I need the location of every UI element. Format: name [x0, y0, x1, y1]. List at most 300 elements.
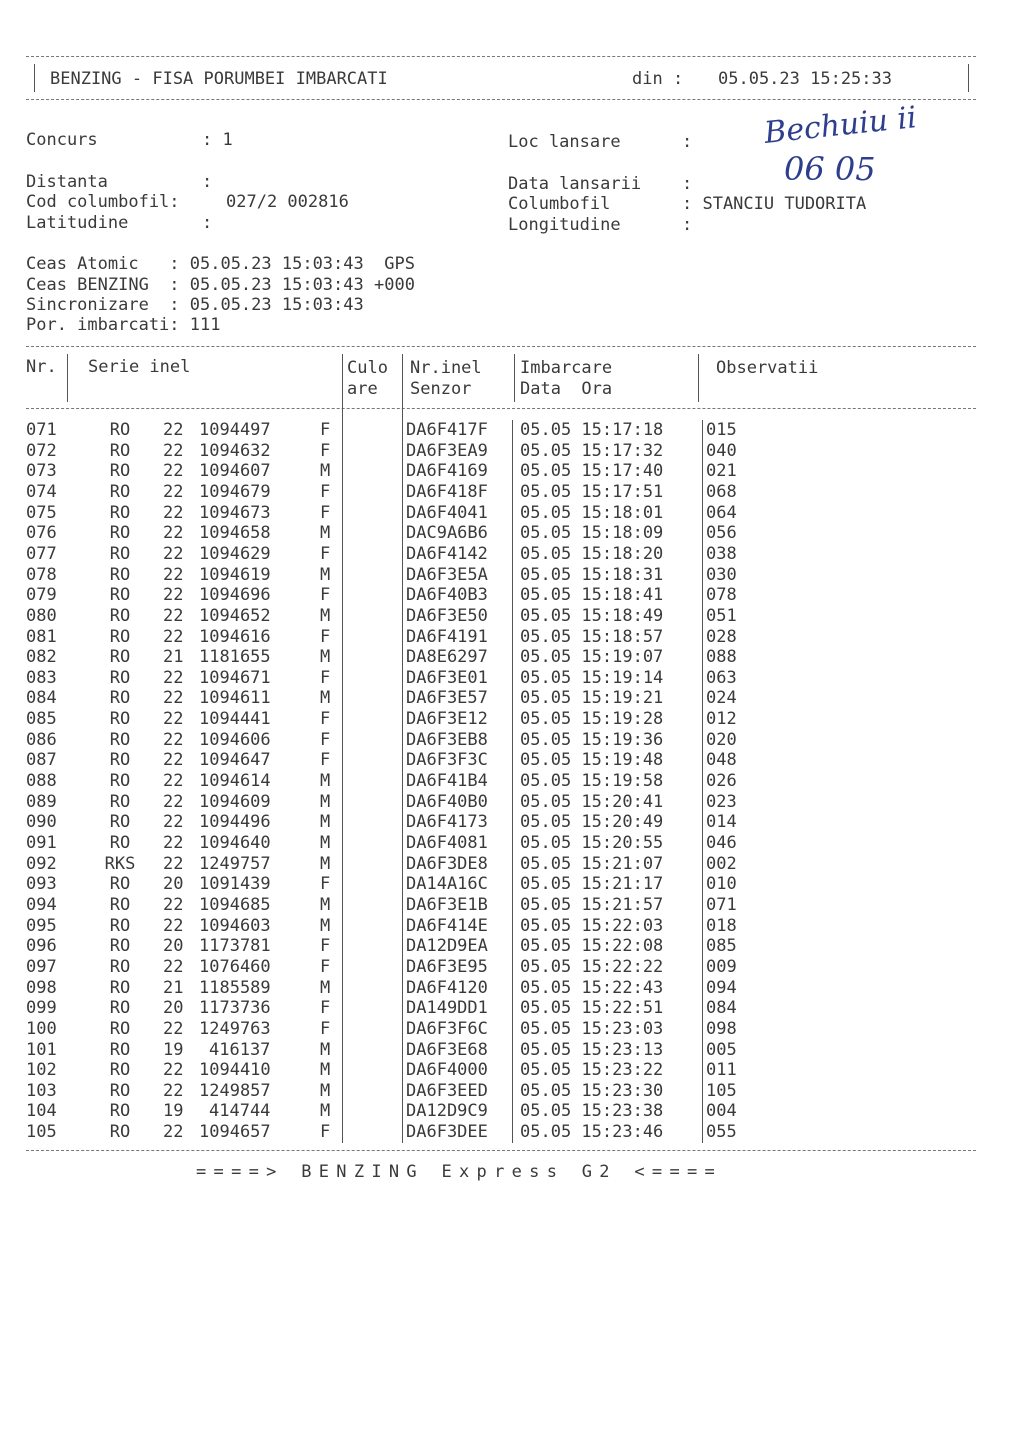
table-row — [0, 792, 1024, 813]
table-row — [0, 998, 1024, 1019]
document-title: BENZING - FISA PORUMBEI IMBARCATI — [50, 69, 388, 89]
table-row — [0, 1081, 1024, 1102]
row-country: RO — [109, 915, 131, 936]
row-observatii: 002 — [706, 853, 737, 874]
row-ring-number: 1094606 — [199, 729, 271, 750]
row-number: 093 — [26, 874, 57, 895]
ceas-benzing: Ceas BENZING : 05.05.23 15:03:43 +000 — [26, 275, 415, 295]
row-sex: M — [320, 1060, 331, 1081]
row-country: RO — [109, 894, 131, 915]
row-ring-number: 1094611 — [199, 688, 271, 709]
row-sensor-tag: DA6F3E12 — [406, 709, 488, 730]
table-row — [0, 523, 1024, 544]
row-sensor-tag: DA6F3E57 — [406, 688, 488, 709]
row-country: RO — [109, 1122, 131, 1143]
row-observatii: 040 — [706, 440, 737, 461]
row-datetime: 05.05 15:19:48 — [520, 750, 664, 771]
row-sensor-tag: DA6F3DEE — [406, 1122, 488, 1143]
table-row — [0, 916, 1024, 937]
row-observatii: 026 — [706, 771, 737, 792]
cod-columbofil-value: 027/2 002816 — [226, 192, 349, 212]
row-sex: F — [320, 481, 331, 502]
row-country: RO — [109, 502, 131, 523]
row-observatii: 064 — [706, 502, 737, 523]
table-row — [0, 936, 1024, 957]
row-datetime: 05.05 15:23:22 — [520, 1060, 664, 1081]
table-row — [0, 668, 1024, 689]
row-sensor-tag: DA6F4000 — [406, 1060, 488, 1081]
row-ring-number: 1249757 — [199, 853, 271, 874]
row-number: 071 — [26, 420, 57, 440]
row-ring-number: 414744 — [209, 1101, 271, 1122]
row-ring-number: 1185589 — [199, 977, 271, 998]
row-country: RO — [109, 605, 131, 626]
row-year: 20 — [163, 874, 184, 895]
col-senzor-header: Senzor — [410, 379, 472, 399]
row-sex: F — [320, 585, 331, 606]
row-datetime: 05.05 15:23:03 — [520, 1018, 664, 1039]
row-datetime: 05.05 15:22:03 — [520, 915, 664, 936]
row-observatii: 085 — [706, 936, 737, 957]
row-year: 22 — [163, 605, 184, 626]
row-datetime: 05.05 15:21:17 — [520, 874, 664, 895]
row-sex: F — [320, 502, 331, 523]
col-culoare-header-2: are — [347, 379, 378, 399]
table-row — [0, 1101, 1024, 1122]
row-datetime: 05.05 15:22:22 — [520, 956, 664, 977]
row-datetime: 05.05 15:18:41 — [520, 585, 664, 606]
table-header-bottom-border — [26, 408, 976, 409]
row-year: 20 — [163, 936, 184, 957]
cod-columbofil-label: Cod columbofil: — [26, 192, 180, 212]
row-observatii: 004 — [706, 1101, 737, 1122]
row-sensor-tag: DA6F3E1B — [406, 894, 488, 915]
row-observatii: 028 — [706, 626, 737, 647]
row-observatii: 056 — [706, 523, 737, 544]
header-right-border — [968, 64, 969, 92]
row-datetime: 05.05 15:19:07 — [520, 647, 664, 668]
row-number: 073 — [26, 461, 57, 482]
row-number: 081 — [26, 626, 57, 647]
table-header-top-border — [26, 346, 976, 347]
row-year: 22 — [163, 523, 184, 544]
row-ring-number: 1094603 — [199, 915, 271, 936]
columbofil-label: Columbofil — [508, 194, 611, 214]
table-row — [0, 895, 1024, 916]
row-ring-number: 1094657 — [199, 1122, 271, 1143]
row-observatii: 011 — [706, 1060, 737, 1081]
row-sensor-tag: DA6F3E5A — [406, 564, 488, 585]
col-imbarcare-header: Imbarcare — [520, 358, 613, 378]
row-sensor-tag: DA6F40B3 — [406, 585, 488, 606]
row-sensor-tag: DA149DD1 — [406, 998, 488, 1019]
row-observatii: 030 — [706, 564, 737, 585]
row-year: 22 — [163, 915, 184, 936]
table-row — [0, 1019, 1024, 1040]
row-observatii: 010 — [706, 874, 737, 895]
row-sensor-tag: DA6F4120 — [406, 977, 488, 998]
row-number: 084 — [26, 688, 57, 709]
row-sensor-tag: DA6F3F6C — [406, 1018, 488, 1039]
row-country: RO — [109, 709, 131, 730]
row-sensor-tag: DA6F3E50 — [406, 605, 488, 626]
row-datetime: 05.05 15:19:21 — [520, 688, 664, 709]
row-ring-number: 1094671 — [199, 667, 271, 688]
col-divider-nr — [67, 354, 68, 402]
row-number: 104 — [26, 1101, 57, 1122]
table-row — [0, 627, 1024, 648]
row-country: RO — [109, 626, 131, 647]
row-country: RO — [109, 564, 131, 585]
row-sensor-tag: DA6F3F3C — [406, 750, 488, 771]
table-row — [0, 647, 1024, 668]
row-datetime: 05.05 15:18:49 — [520, 605, 664, 626]
row-year: 22 — [163, 502, 184, 523]
row-datetime: 05.05 15:21:07 — [520, 853, 664, 874]
row-country: RO — [109, 1039, 131, 1060]
row-number: 085 — [26, 709, 57, 730]
row-sensor-tag: DA6F3EB8 — [406, 729, 488, 750]
row-datetime: 05.05 15:18:09 — [520, 523, 664, 544]
row-year: 22 — [163, 543, 184, 564]
row-ring-number: 1094619 — [199, 564, 271, 585]
table-row — [0, 585, 1024, 606]
row-sensor-tag: DA6F3DE8 — [406, 853, 488, 874]
row-sex: F — [320, 1122, 331, 1143]
row-datetime: 05.05 15:22:51 — [520, 998, 664, 1019]
row-sex: M — [320, 894, 331, 915]
col-divider-senzor — [514, 354, 515, 402]
row-sensor-tag: DA6F4041 — [406, 502, 488, 523]
row-country: RO — [109, 647, 131, 668]
row-datetime: 05.05 15:19:28 — [520, 709, 664, 730]
row-observatii: 012 — [706, 709, 737, 730]
row-sex: F — [320, 874, 331, 895]
row-year: 22 — [163, 1122, 184, 1143]
row-observatii: 038 — [706, 543, 737, 564]
row-year: 21 — [163, 977, 184, 998]
row-observatii: 098 — [706, 1018, 737, 1039]
row-number: 083 — [26, 667, 57, 688]
row-number: 101 — [26, 1039, 57, 1060]
row-sensor-tag: DA6F3EA9 — [406, 440, 488, 461]
row-datetime: 05.05 15:18:20 — [520, 543, 664, 564]
row-ring-number: 1173781 — [199, 936, 271, 957]
table-row — [0, 1040, 1024, 1061]
row-sensor-tag: DA6F4169 — [406, 461, 488, 482]
columbofil-value: : STANCIU TUDORITA — [682, 194, 867, 214]
table-row — [0, 606, 1024, 627]
row-ring-number: 1076460 — [199, 956, 271, 977]
row-sensor-tag: DA12D9C9 — [406, 1101, 488, 1122]
row-year: 22 — [163, 729, 184, 750]
row-ring-number: 1094632 — [199, 440, 271, 461]
table-row — [0, 750, 1024, 771]
row-year: 22 — [163, 956, 184, 977]
row-year: 20 — [163, 998, 184, 1019]
row-datetime: 05.05 15:17:18 — [520, 420, 664, 440]
row-number: 105 — [26, 1122, 57, 1143]
row-year: 22 — [163, 626, 184, 647]
row-sensor-tag: DA6F3E95 — [406, 956, 488, 977]
row-number: 077 — [26, 543, 57, 564]
row-sensor-tag: DAC9A6B6 — [406, 523, 488, 544]
row-country: RO — [109, 956, 131, 977]
row-country: RO — [109, 874, 131, 895]
row-ring-number: 1094647 — [199, 750, 271, 771]
row-number: 088 — [26, 771, 57, 792]
loc-lansare-label: Loc lansare — [508, 132, 621, 152]
row-datetime: 05.05 15:18:57 — [520, 626, 664, 647]
row-observatii: 020 — [706, 729, 737, 750]
row-observatii: 078 — [706, 585, 737, 606]
latitudine-label: Latitudine — [26, 213, 129, 233]
row-year: 22 — [163, 771, 184, 792]
din-timestamp: 05.05.23 15:25:33 — [718, 69, 892, 89]
row-ring-number: 1094607 — [199, 461, 271, 482]
row-sensor-tag: DA14A16C — [406, 874, 488, 895]
row-ring-number: 1094441 — [199, 709, 271, 730]
row-year: 22 — [163, 812, 184, 833]
row-datetime: 05.05 15:18:31 — [520, 564, 664, 585]
handwritten-location: Bechuiu ii — [762, 100, 919, 151]
row-year: 22 — [163, 420, 184, 440]
row-sex: F — [320, 543, 331, 564]
col-culoare-header: Culo — [347, 358, 388, 378]
row-number: 094 — [26, 894, 57, 915]
row-ring-number: 1094652 — [199, 605, 271, 626]
table-row — [0, 957, 1024, 978]
row-datetime: 05.05 15:23:13 — [520, 1039, 664, 1060]
col-nrinel-header: Nr.inel — [410, 358, 482, 378]
row-observatii: 021 — [706, 461, 737, 482]
col-divider-imbarcare — [698, 354, 699, 402]
row-year: 22 — [163, 585, 184, 606]
row-sex: M — [320, 771, 331, 792]
row-observatii: 015 — [706, 420, 737, 440]
row-number: 075 — [26, 502, 57, 523]
row-ring-number: 1094685 — [199, 894, 271, 915]
row-observatii: 084 — [706, 998, 737, 1019]
row-sex: M — [320, 523, 331, 544]
row-country: RO — [109, 750, 131, 771]
row-number: 089 — [26, 791, 57, 812]
table-row — [0, 874, 1024, 895]
row-sex: F — [320, 709, 331, 730]
table-row — [0, 420, 1024, 441]
row-number: 092 — [26, 853, 57, 874]
row-sensor-tag: DA6F3E01 — [406, 667, 488, 688]
row-sensor-tag: DA6F4142 — [406, 543, 488, 564]
row-sex: M — [320, 915, 331, 936]
row-observatii: 068 — [706, 481, 737, 502]
row-year: 22 — [163, 481, 184, 502]
row-year: 22 — [163, 564, 184, 585]
row-year: 22 — [163, 688, 184, 709]
row-country: RO — [109, 791, 131, 812]
header-left-border — [34, 64, 35, 92]
row-number: 082 — [26, 647, 57, 668]
row-year: 22 — [163, 440, 184, 461]
header-top-border — [26, 56, 976, 57]
row-year: 19 — [163, 1101, 184, 1122]
porumbei-imbarcati: Por. imbarcati: 111 — [26, 315, 221, 335]
row-sex: M — [320, 461, 331, 482]
row-datetime: 05.05 15:17:40 — [520, 461, 664, 482]
row-ring-number: 1094658 — [199, 523, 271, 544]
row-sex: F — [320, 956, 331, 977]
row-ring-number: 1094679 — [199, 481, 271, 502]
row-country: RO — [109, 688, 131, 709]
row-sex: M — [320, 688, 331, 709]
row-datetime: 05.05 15:23:30 — [520, 1080, 664, 1101]
row-number: 087 — [26, 750, 57, 771]
row-sex: M — [320, 812, 331, 833]
row-number: 080 — [26, 605, 57, 626]
row-ring-number: 1094410 — [199, 1060, 271, 1081]
row-sensor-tag: DA6F4081 — [406, 833, 488, 853]
row-sex: F — [320, 420, 331, 440]
row-country: RO — [109, 543, 131, 564]
row-sex: M — [320, 833, 331, 853]
row-number: 096 — [26, 936, 57, 957]
concurs-label: Concurs — [26, 130, 98, 150]
row-number: 100 — [26, 1018, 57, 1039]
table-row — [0, 503, 1024, 524]
row-ring-number: 1094640 — [199, 833, 271, 853]
row-ring-number: 1181655 — [199, 647, 271, 668]
row-sex: F — [320, 440, 331, 461]
table-row — [0, 565, 1024, 586]
row-country: RO — [109, 833, 131, 853]
row-observatii: 018 — [706, 915, 737, 936]
row-number: 072 — [26, 440, 57, 461]
row-year: 22 — [163, 709, 184, 730]
table-row — [0, 688, 1024, 709]
row-country: RO — [109, 936, 131, 957]
row-year: 22 — [163, 667, 184, 688]
row-year: 22 — [163, 461, 184, 482]
row-ring-number: 1249857 — [199, 1080, 271, 1101]
row-year: 22 — [163, 1080, 184, 1101]
row-number: 102 — [26, 1060, 57, 1081]
row-country: RO — [109, 812, 131, 833]
row-number: 103 — [26, 1080, 57, 1101]
row-year: 22 — [163, 791, 184, 812]
col-dataora-header: Data Ora — [520, 379, 613, 399]
row-sensor-tag: DA6F418F — [406, 481, 488, 502]
table-row — [0, 544, 1024, 565]
longitudine-label: Longitudine — [508, 215, 621, 235]
row-datetime: 05.05 15:23:38 — [520, 1101, 664, 1122]
row-sensor-tag: DA12D9EA — [406, 936, 488, 957]
row-ring-number: 1173736 — [199, 998, 271, 1019]
row-country: RKS — [104, 853, 136, 874]
row-number: 099 — [26, 998, 57, 1019]
table-row — [0, 771, 1024, 792]
row-number: 079 — [26, 585, 57, 606]
row-sex: M — [320, 791, 331, 812]
col-nr-header: Nr. — [26, 357, 57, 377]
row-ring-number: 1094629 — [199, 543, 271, 564]
row-sex: M — [320, 853, 331, 874]
table-row — [0, 978, 1024, 999]
table-row — [0, 833, 1024, 854]
distanta-value: : — [202, 172, 213, 192]
row-country: RO — [109, 998, 131, 1019]
row-year: 22 — [163, 750, 184, 771]
row-datetime: 05.05 15:19:36 — [520, 729, 664, 750]
row-year: 21 — [163, 647, 184, 668]
row-sex: F — [320, 667, 331, 688]
row-number: 091 — [26, 833, 57, 853]
row-year: 22 — [163, 833, 184, 853]
row-datetime: 05.05 15:19:14 — [520, 667, 664, 688]
row-sensor-tag: DA6F4191 — [406, 626, 488, 647]
row-country: RO — [109, 440, 131, 461]
table-row — [0, 1122, 1024, 1143]
row-ring-number: 1094616 — [199, 626, 271, 647]
row-number: 095 — [26, 915, 57, 936]
col-serie-header: Serie inel — [88, 357, 191, 377]
row-sensor-tag: DA6F4173 — [406, 812, 488, 833]
table-row — [0, 482, 1024, 503]
row-observatii: 024 — [706, 688, 737, 709]
row-sensor-tag: DA6F3E68 — [406, 1039, 488, 1060]
row-ring-number: 416137 — [209, 1039, 271, 1060]
row-sex: M — [320, 977, 331, 998]
table-row — [0, 709, 1024, 730]
row-sex: F — [320, 729, 331, 750]
row-sex: F — [320, 998, 331, 1019]
row-datetime: 05.05 15:22:08 — [520, 936, 664, 957]
row-country: RO — [109, 729, 131, 750]
row-country: RO — [109, 1060, 131, 1081]
row-observatii: 088 — [706, 647, 737, 668]
row-number: 098 — [26, 977, 57, 998]
row-datetime: 05.05 15:21:57 — [520, 894, 664, 915]
row-sex: F — [320, 936, 331, 957]
row-ring-number: 1094696 — [199, 585, 271, 606]
data-lansarii-label: Data lansarii — [508, 174, 642, 194]
row-datetime: 05.05 15:20:49 — [520, 812, 664, 833]
table-row — [0, 1060, 1024, 1081]
row-sex: M — [320, 647, 331, 668]
row-sex: F — [320, 626, 331, 647]
row-number: 097 — [26, 956, 57, 977]
row-number: 076 — [26, 523, 57, 544]
row-country: RO — [109, 1018, 131, 1039]
row-ring-number: 1094673 — [199, 502, 271, 523]
row-sex: M — [320, 1039, 331, 1060]
footer-device-label: ====> BENZING Express G2 <==== — [196, 1162, 723, 1182]
row-year: 22 — [163, 1018, 184, 1039]
row-observatii: 094 — [706, 977, 737, 998]
loc-lansare-value: : — [682, 132, 693, 152]
concurs-value: : 1 — [202, 130, 233, 150]
header-bottom-border — [26, 99, 976, 100]
row-observatii: 048 — [706, 750, 737, 771]
row-country: RO — [109, 1080, 131, 1101]
row-ring-number: 1094496 — [199, 812, 271, 833]
row-country: RO — [109, 481, 131, 502]
row-observatii: 105 — [706, 1080, 737, 1101]
table-bottom-border — [26, 1150, 976, 1151]
row-datetime: 05.05 15:19:58 — [520, 771, 664, 792]
row-country: RO — [109, 771, 131, 792]
row-datetime: 05.05 15:20:55 — [520, 833, 664, 853]
row-datetime: 05.05 15:17:51 — [520, 481, 664, 502]
